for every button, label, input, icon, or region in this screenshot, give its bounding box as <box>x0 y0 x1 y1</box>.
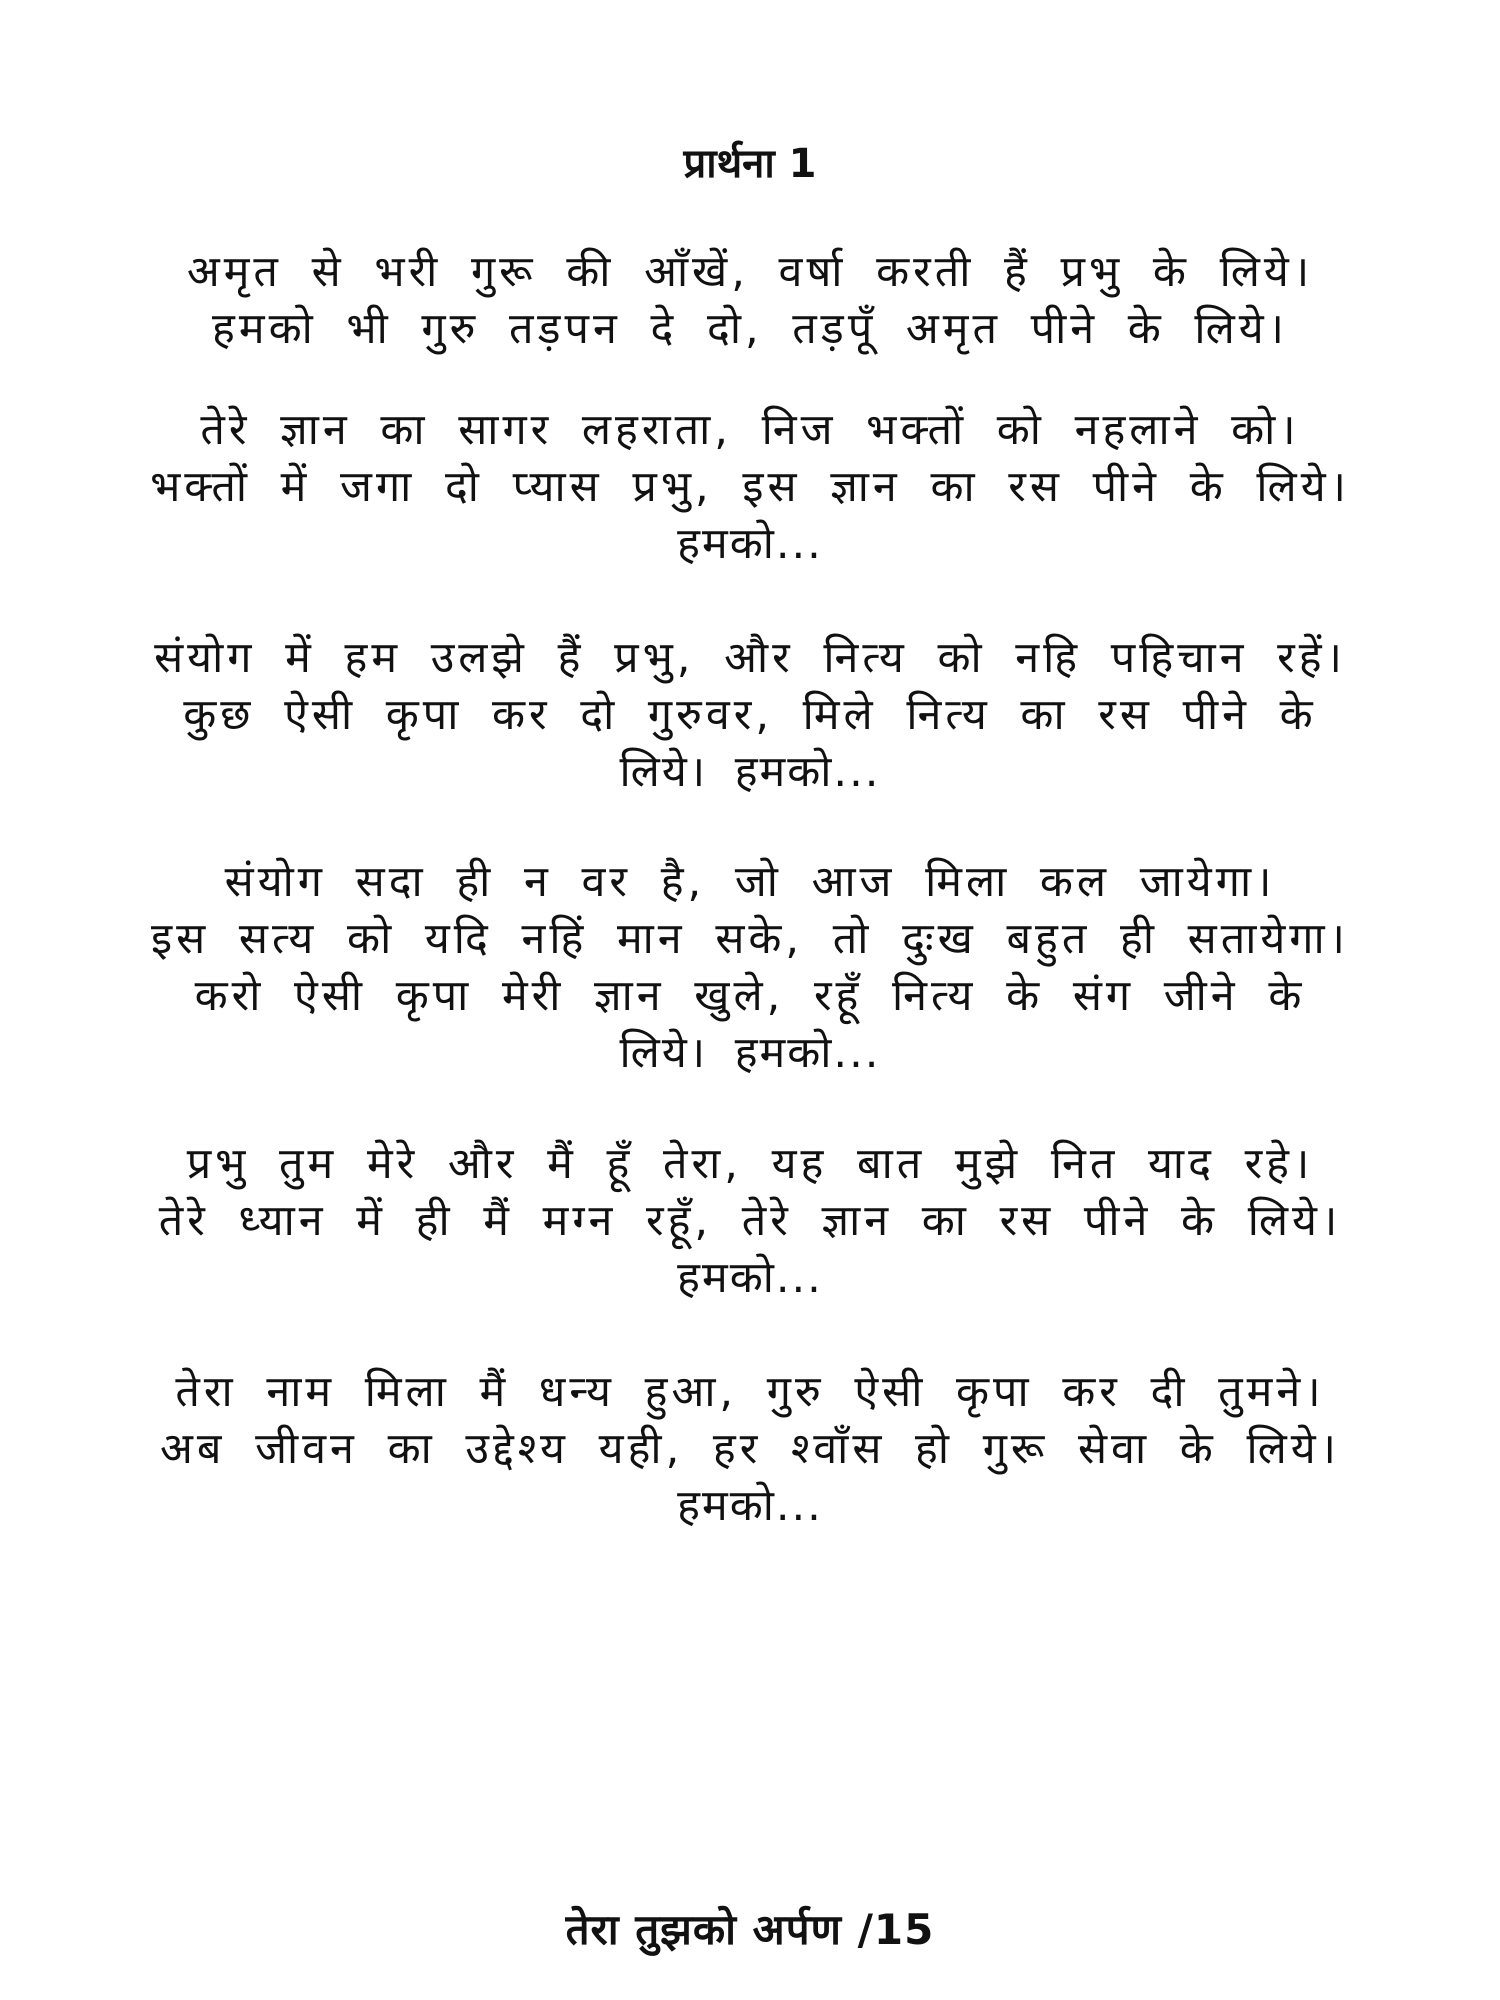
refrain-line: लिये। हमको... <box>619 1028 881 1078</box>
page-footer: तेरा तुझको अर्पण /15 <box>565 1905 935 1954</box>
stanza-line: हमको भी गुरु तड़पन दे दो, तड़पूँ अमृत पीने के लिये। <box>212 304 1288 354</box>
refrain-line: हमको... <box>677 519 823 569</box>
stanza-2 <box>30 402 1470 573</box>
stanza-line: संयोग में हम उलझे हैं प्रभु, और नित्य को नहि पहिचान रहें। <box>154 633 1346 683</box>
stanza-3 <box>30 630 1470 801</box>
stanza-1 <box>30 244 1470 358</box>
refrain-line: लिये। हमको... <box>619 747 881 797</box>
stanza-6 <box>30 1364 1470 1535</box>
stanza-line: अब जीवन का उद्देश्य यही, हर श्वाँस हो गुरू सेवा के लिये। <box>160 1424 1340 1474</box>
stanza-line: संयोग सदा ही न वर है, जो आज मिला कल जायेगा। <box>224 857 1276 907</box>
refrain-line: हमको... <box>677 1481 823 1531</box>
stanza-line: तेरा नाम मिला मैं धन्य हुआ, गुरु ऐसी कृपा कर दी तुमने। <box>175 1367 1325 1417</box>
page-title: प्रार्थना 1 <box>683 141 817 187</box>
stanza-line: प्रभु तुम मेरे और मैं हूँ तेरा, यह बात मुझे नित याद रहे। <box>186 1139 1314 1189</box>
stanza-5 <box>30 1136 1470 1307</box>
stanza-line: कुछ ऐसी कृपा कर दो गुरुवर, मिले नित्य का रस पीने के <box>183 690 1317 740</box>
stanza-line: तेरे ज्ञान का सागर लहराता, निज भक्तों को नहलाने को। <box>200 405 1300 455</box>
stanza-line: करो ऐसी कृपा मेरी ज्ञान खुले, रहूँ नित्य के संग जीने के <box>194 971 1306 1021</box>
stanza-line: तेरे ध्यान में ही मैं मग्न रहूँ, तेरे ज्ञान का रस पीने के लिये। <box>158 1196 1342 1246</box>
stanza-line: इस सत्य को यदि नहिं मान सके, तो दुःख बहुत ही सतायेगा। <box>151 914 1349 964</box>
stanza-line: अमृत से भरी गुरू की आँखें, वर्षा करती हैं प्रभु के लिये। <box>186 247 1314 297</box>
refrain-line: हमको... <box>677 1253 823 1303</box>
stanza-line: भक्तों में जगा दो प्यास प्रभु, इस ज्ञान का रस पीने के लिये। <box>150 462 1350 512</box>
stanza-4 <box>30 854 1470 1082</box>
